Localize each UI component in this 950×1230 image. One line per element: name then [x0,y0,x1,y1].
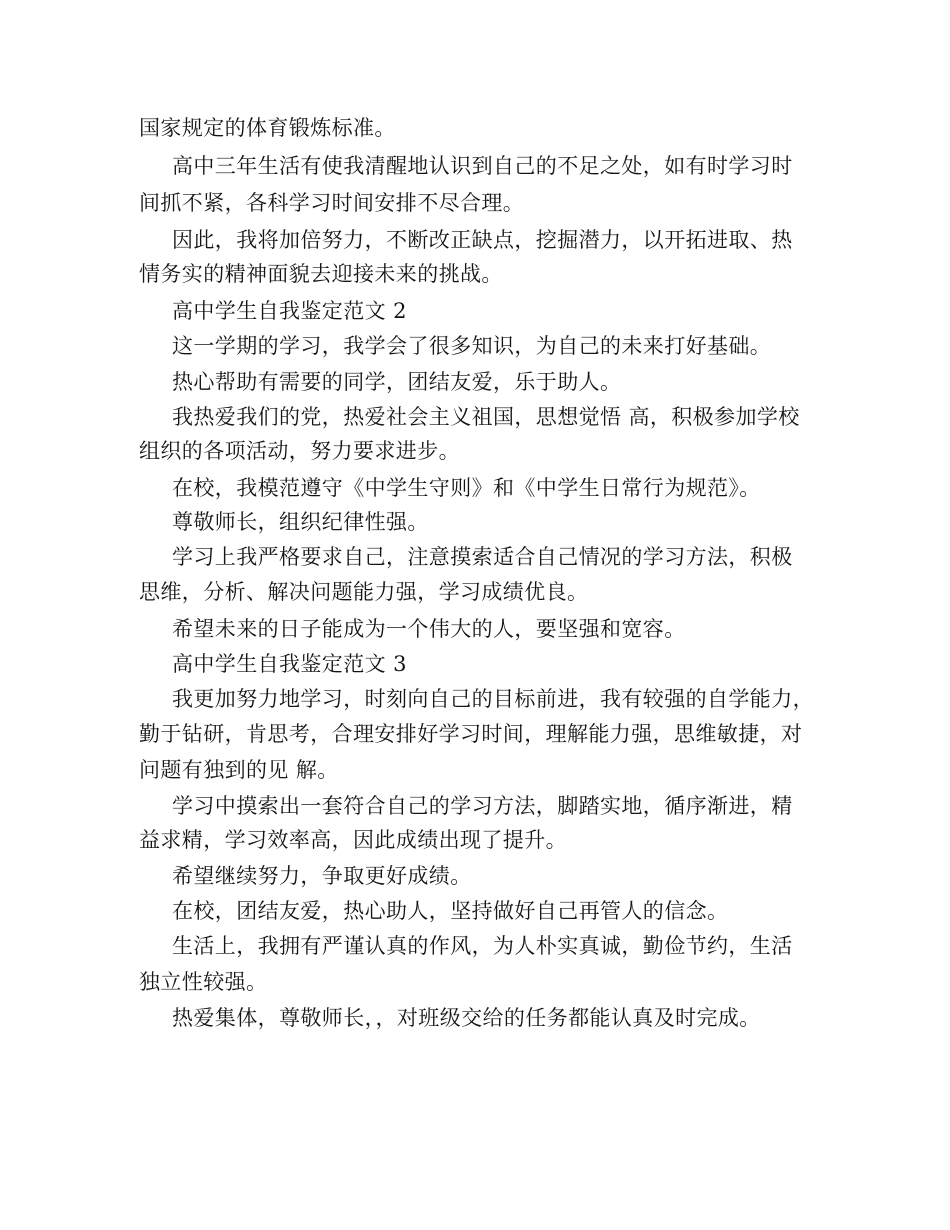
text-line: 热心帮助有需要的同学，团结友爱，乐于助人。 [172,370,622,394]
text-line: 学习中摸索出一套符合自己的学习方法，脚踏实地，循序渐进，精 [172,794,793,818]
text-line: 勤于钻研，肯思考，合理安排好学习时间，理解能力强，思维敏捷，对 [139,722,803,746]
text-line: 希望未来的日子能成为一个伟大的人，要坚强和宽容。 [172,617,686,641]
text-line: 我热爱我们的党，热爱社会主义祖国，思想觉悟 高，积极参加学校 [172,405,800,429]
text-line: 在校，我模范遵守《中学生守则》和《中学生日常行为规范》。 [172,476,761,500]
text-line: 益求精，学习效率高，因此成绩出现了提升。 [139,828,567,852]
text-line: 国家规定的体育锻炼标准。 [139,116,396,140]
section-heading: 高中学生自我鉴定范文 2 [172,299,407,323]
text-line: 我更加努力地学习，时刻向自己的目标前进，我有较强的自学能力， [172,687,814,711]
text-line: 希望继续努力，争取更好成绩。 [172,864,472,888]
text-line: 问题有独到的见 解。 [139,758,339,782]
text-line: 学习上我严格要求自己，注意摸索适合自己情况的学习方法，积极 [172,545,793,569]
text-line: 尊敬师长，组织纪律性强。 [172,510,429,534]
text-line: 独立性较强。 [139,970,268,994]
text-line: 热爱集体，尊敬师长，，对班级交给的任务都能认真及时完成。 [172,1006,761,1030]
text-line: 高中三年生活有使我清醒地认识到自己的不足之处，如有时学习时 [172,154,793,178]
text-line: 间抓不紧，各科学习时间安排不尽合理。 [139,191,525,215]
text-line: 情务实的精神面貌去迎接未来的挑战。 [139,262,503,286]
text-line: 在校，团结友爱，热心助人，坚持做好自己再管人的信念。 [172,899,729,923]
text-line: 因此，我将加倍努力，不断改正缺点，挖掘潜力，以开拓进取、热 [172,228,793,252]
text-line: 生活上，我拥有严谨认真的作风，为人朴实真诚，勤俭节约，生活 [172,934,793,958]
text-line: 思维，分析、解决问题能力强，学习成绩优良。 [139,580,589,604]
section-heading: 高中学生自我鉴定范文 3 [172,652,407,676]
text-line: 这一学期的学习，我学会了很多知识，为自己的未来打好基础。 [172,334,772,358]
text-line: 组织的各项活动，努力要求进步。 [139,439,460,463]
